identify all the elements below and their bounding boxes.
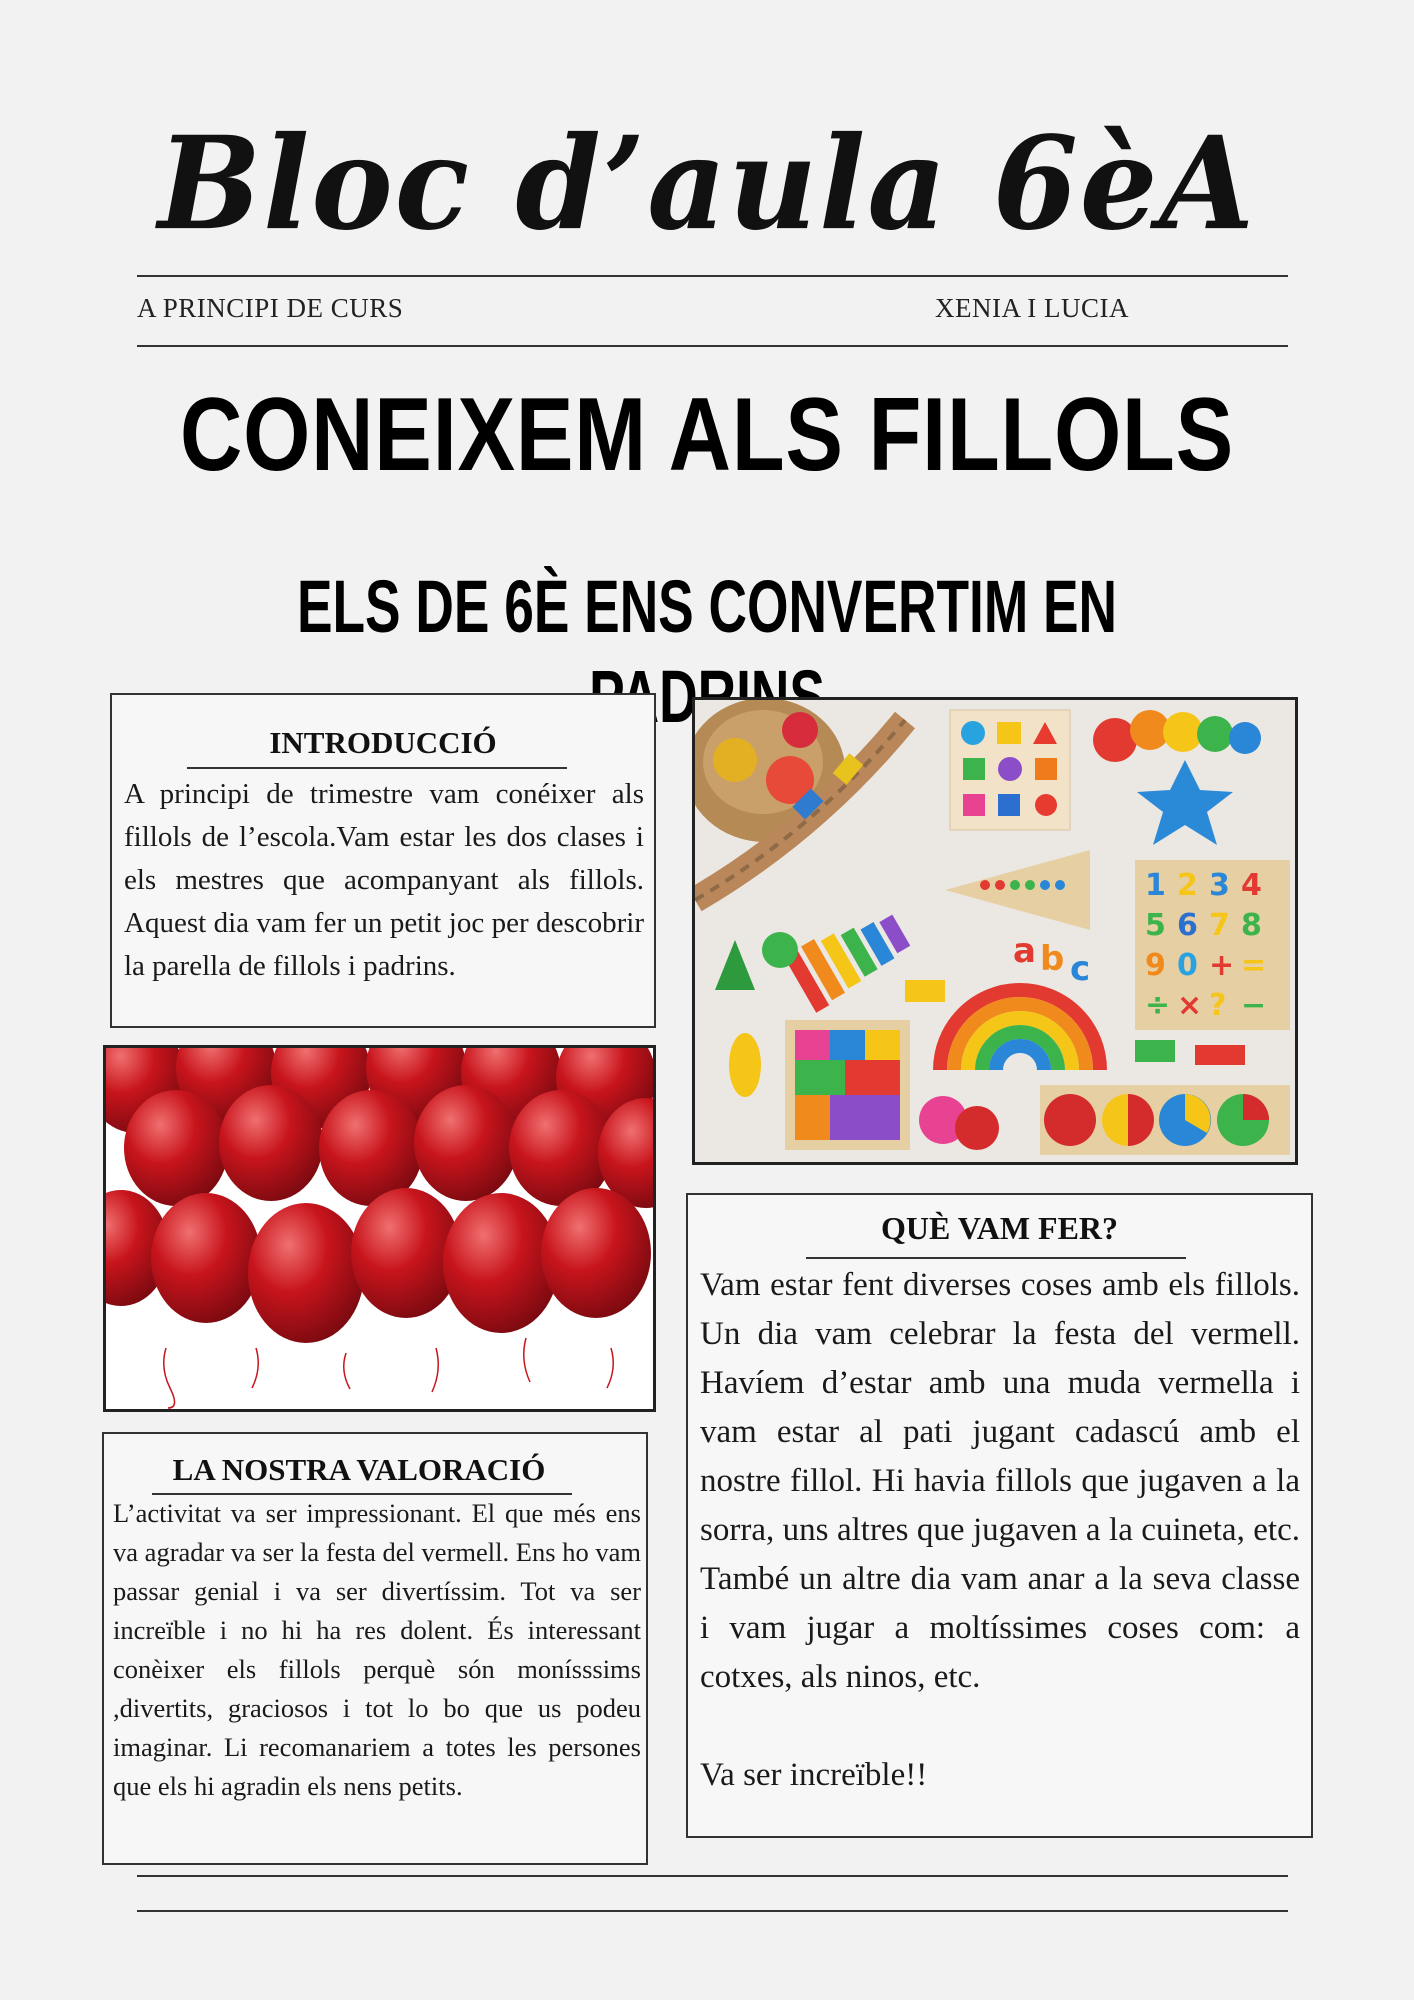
svg-text:÷: ÷ [1145,988,1171,1023]
review-title: LA NOSTRA VALORACIÓ [172,1452,546,1487]
subheadline: ELS DE 6È ENS CONVERTIM EN [296,565,1118,648]
meta-rule [137,345,1288,347]
svg-text:4: 4 [1241,868,1262,903]
bottom-rule-2 [137,1910,1288,1912]
what-we-did-box [686,1193,1313,1838]
top-rule [137,275,1288,277]
svg-text:?: ? [1209,988,1227,1023]
svg-text:3: 3 [1209,868,1230,903]
intro-box [110,693,656,1028]
masthead-title: Bloc d’aula 6èA [157,107,1257,259]
svg-text:1: 1 [1145,868,1166,903]
what-we-did-title-rule [806,1257,1186,1259]
svg-text:6: 6 [1177,908,1198,943]
svg-text:5: 5 [1145,908,1166,943]
svg-text:7: 7 [1209,908,1230,943]
svg-text:−: − [1241,988,1267,1023]
balloons-illustration [106,1048,653,1409]
svg-text:c: c [1070,949,1091,989]
svg-text:b: b [1040,939,1065,979]
svg-text:2: 2 [1177,868,1198,903]
headline: CONEIXEM ALS FILLOLS [179,377,1235,493]
review-box [102,1432,648,1865]
what-we-did-title: QUÈ VAM FER? [880,1210,1119,1246]
svg-text:a: a [1013,931,1036,971]
intro-title: INTRODUCCIÓ [269,725,497,760]
review-text: L’activitat va ser impressionant. El que més ens va agradar va ser la festa del vermell. Ens ho vam passar genial i va ser divertíssim. Tot va ser increïble i no hi ha res dolent. És interessant conèixer els fillols perquè són monísssims ,divertits, graciosos i tot lo bo que us podeu imaginar. Li recomanariem a totes les persones que els hi agradin els nens petits. [113,1498,641,1801]
svg-text:9: 9 [1145,948,1166,983]
svg-text:×: × [1177,988,1203,1023]
svg-text:+: + [1209,948,1235,983]
what-we-did-text: Vam estar fent diverses coses amb els fillols. Un dia vam celebrar la festa del vermell. Havíem d’estar amb una muda vermella i vam estar al pati jugant cadascú amb el nostre fillol. Hi havia fillols que jugaven a la sorra, uns altres que jugaven a la cuineta, etc. També un altre dia vam anar a la seva classe i vam jugar a moltíssimes coses com: a cotxes, als ninos, etc. [700,1267,1300,1695]
section-label: A PRINCIPI DE CURS [137,293,404,323]
authors-label: XENIA I LUCIA [935,293,1129,323]
svg-text:8: 8 [1241,908,1262,943]
toys-photo [692,697,1298,1165]
svg-text:=: = [1241,948,1267,983]
what-we-did-closing: Va ser increïble!! [700,1757,928,1793]
intro-text: A principi de trimestre vam conéixer als fillols de l’escola.Vam estar les dos clases i els mestres que acompanyant als fillols. Aquest dia vam fer un petit joc per descobrir la parella de fillols i padrins. [124,778,644,982]
svg-text:0: 0 [1177,948,1198,983]
bottom-rule-1 [137,1875,1288,1877]
balloons-photo [103,1045,656,1412]
intro-title-rule [187,767,567,769]
toys-illustration [695,700,1295,1162]
